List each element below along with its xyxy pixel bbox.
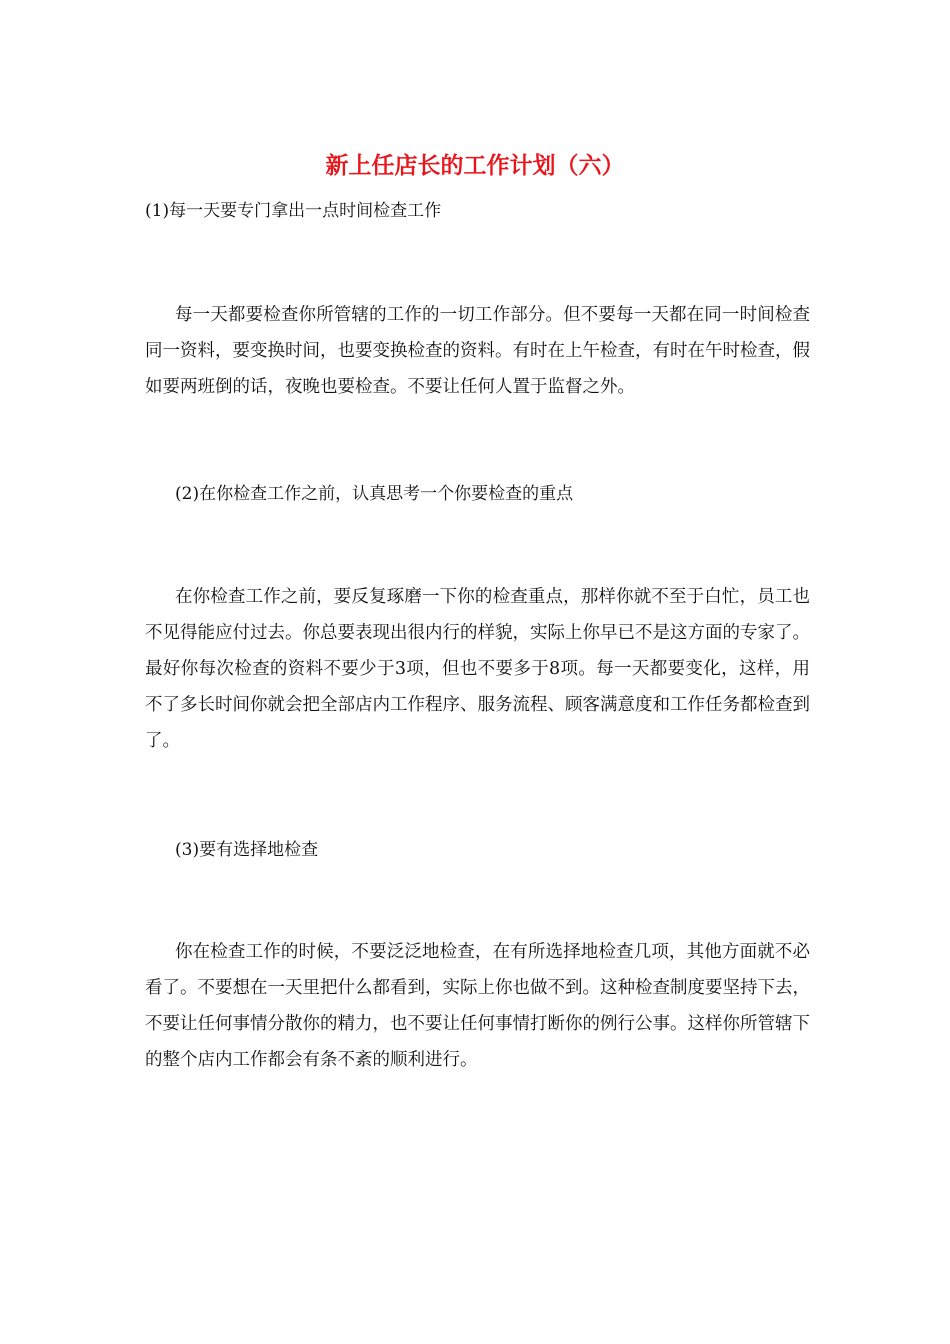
section-1-body: 每一天都要检查你所管辖的工作的一切工作部分。但不要每一天都在同一时间检查同一资料，要变换时间，也要变换检查的资料。有时在上午检查，有时在午时检查，假如要两班倒的话，夜晚也要检查。不要让任何人置于监督之外。 — [145, 305, 810, 397]
document-title: 新上任店长的工作计划（六） — [325, 153, 625, 179]
section-3-body: 你在检查工作的时候，不要泛泛地检查，在有所选择地检查几项，其他方面就不必看了。不要想在一天里把什么都看到，实际上你也做不到。这种检查制度要坚持下去，不要让任何事情分散你的精力，也不要让任何事情打断你的例行公事。这样你所管辖下的整个店内工作都会有条不紊的顺利进行。 — [145, 942, 810, 1070]
section-2-heading: (2)在你检查工作之前，认真思考一个你要检查的重点 — [175, 484, 574, 504]
section-3-heading: (3)要有选择地检查 — [175, 840, 319, 860]
section-1-heading: (1)每一天要专门拿出一点时间检查工作 — [145, 201, 442, 221]
section-2-body: 在你检查工作之前，要反复琢磨一下你的检查重点，那样你就不至于白忙，员工也不见得能应付过去。你总要表现出很内行的样貌，实际上你早已不是这方面的专家了。最好你每次检查的资料不要少于3项，但也不要多于8项。每一天都要变化，这样，用不了多长时间你就会把全部店内工作程序、服务流程、顾客满意度和工作任务都检查到了。 — [145, 587, 810, 751]
